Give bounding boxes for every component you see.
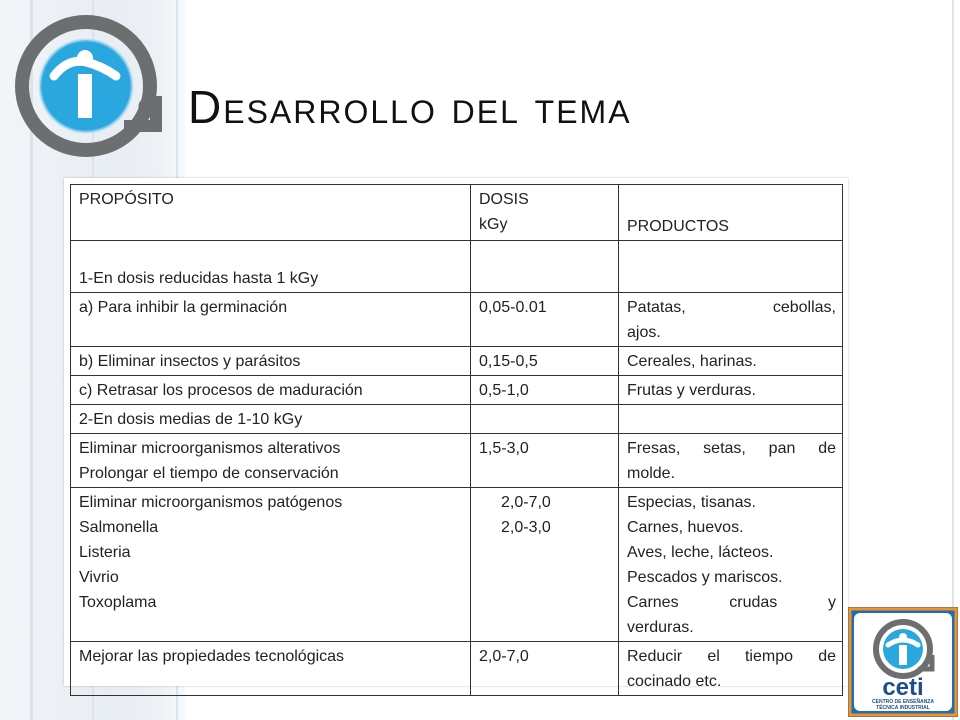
ceti-logo-icon <box>6 6 166 166</box>
cell-products <box>619 293 843 347</box>
table-row <box>71 434 843 488</box>
cell-dose <box>471 488 619 642</box>
badge-tagline-2: TÉCNICA INDUSTRIAL <box>876 705 930 711</box>
products-line: Frutas y verduras. <box>627 382 756 399</box>
table-row <box>71 347 843 376</box>
cell-purpose <box>71 434 471 488</box>
purpose-line: b) Eliminar insectos y parásitos <box>79 353 301 370</box>
purpose-line: 1-En dosis reducidas hasta 1 kGy <box>79 270 319 287</box>
header-dose-line: DOSIS <box>479 191 529 208</box>
badge-name: ceti <box>882 674 924 701</box>
products-line: Patatas, cebollas, <box>627 299 836 316</box>
table-header-row <box>71 185 843 241</box>
table-row <box>71 642 843 696</box>
cell-products <box>619 376 843 405</box>
header-products: PRODUCTOS <box>619 185 843 241</box>
products-line: Carnes, huevos. <box>627 519 744 536</box>
header-dose <box>471 185 619 241</box>
products-line: Cereales, harinas. <box>627 353 757 370</box>
cell-dose <box>471 434 619 488</box>
cell-purpose <box>71 488 471 642</box>
cell-purpose <box>71 376 471 405</box>
dose-line: 0,5-1,0 <box>479 382 529 399</box>
header-purpose: PROPÓSITO <box>71 185 471 241</box>
dose-line: 2,0-3,0 <box>501 519 551 536</box>
dose-line: 1,5-3,0 <box>479 440 529 457</box>
products-line: ajos. <box>627 324 661 341</box>
purpose-line: Eliminar microorganismos patógenos <box>79 494 343 511</box>
dose-line: 0,15-0,5 <box>479 353 538 370</box>
purpose-line: Toxoplama <box>79 594 157 611</box>
cell-dose <box>471 347 619 376</box>
cell-products <box>619 642 843 696</box>
cell-products <box>619 241 843 293</box>
table-image <box>64 178 848 690</box>
products-line: Aves, leche, lácteos. <box>627 544 774 561</box>
cell-purpose <box>71 405 471 434</box>
cell-dose <box>471 241 619 293</box>
purpose-line: Mejorar las propiedades tecnológicas <box>79 648 345 665</box>
products-line: cocinado etc. <box>627 673 722 690</box>
products-line: Fresas, setas, pan de <box>627 440 836 457</box>
table-row <box>71 376 843 405</box>
products-line: molde. <box>627 465 676 482</box>
products-line: verduras. <box>627 619 694 636</box>
table-row <box>71 488 843 642</box>
cell-purpose <box>71 293 471 347</box>
table-row <box>71 241 843 293</box>
cell-products <box>619 434 843 488</box>
purpose-line: c) Retrasar los procesos de maduración <box>79 382 363 399</box>
purpose-line: Eliminar microorganismos alterativos <box>79 440 341 457</box>
cell-dose <box>471 293 619 347</box>
dose-line: 2,0-7,0 <box>501 494 551 511</box>
badge-tagline-1: CENTRO DE ENSEÑANZA <box>872 699 934 705</box>
irradiation-dose-table <box>70 184 843 696</box>
table-row <box>71 293 843 347</box>
cell-purpose <box>71 642 471 696</box>
cell-purpose <box>71 241 471 293</box>
cell-dose <box>471 376 619 405</box>
cell-dose <box>471 405 619 434</box>
purpose-line: a) Para inhibir la germinación <box>79 299 288 316</box>
purpose-line: 2-En dosis medias de 1-10 kGy <box>79 411 303 428</box>
header-dose-unit: kGy <box>479 216 508 233</box>
cell-dose <box>471 642 619 696</box>
table-row <box>71 405 843 434</box>
cell-products <box>619 347 843 376</box>
products-line: Especias, tisanas. <box>627 494 756 511</box>
slide-title: Desarrollo del tema <box>188 81 632 133</box>
purpose-line: Vivrio <box>79 569 119 586</box>
cell-products <box>619 405 843 434</box>
products-line: Reducir el tiempo de <box>627 648 836 665</box>
purpose-line: Salmonella <box>79 519 159 536</box>
cell-purpose <box>71 347 471 376</box>
purpose-line: Listeria <box>79 544 131 561</box>
products-line: Carnes crudas y <box>627 594 836 611</box>
cell-products <box>619 488 843 642</box>
products-line: Pescados y mariscos. <box>627 569 783 586</box>
ceti-badge-icon <box>848 607 958 717</box>
dose-line: 2,0-7,0 <box>479 648 529 665</box>
purpose-line: Prolongar el tiempo de conservación <box>79 465 339 482</box>
dose-line: 0,05-0.01 <box>479 299 547 316</box>
